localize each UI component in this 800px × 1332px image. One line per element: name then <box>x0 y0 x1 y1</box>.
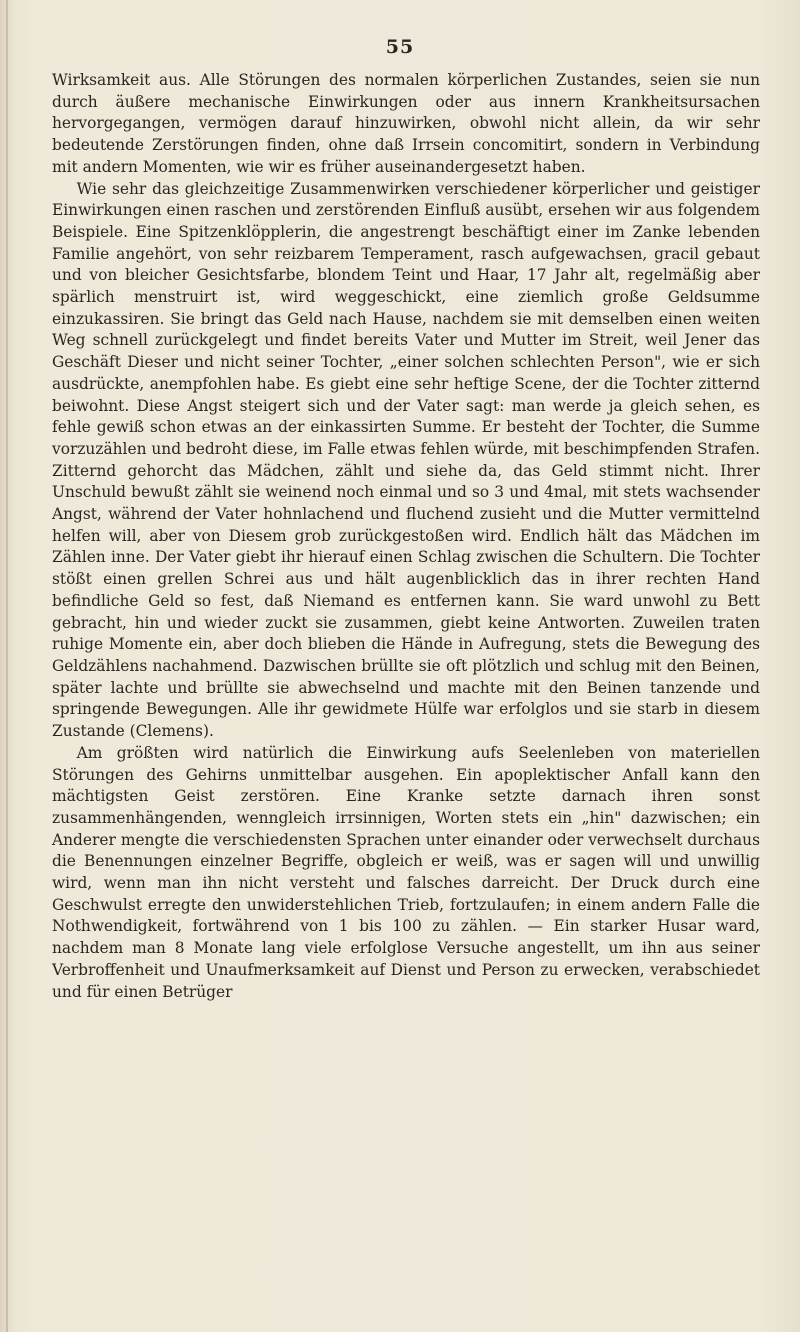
paragraph: Am größten wird natürlich die Einwirkung aufs Seelenleben von materiellen Störungen des Gehirns unmittelbar ausgehen. Ein apoplektischer Anfall kann den mächtigsten Geist zerstören. Eine Kranke setzte darnach ihren sonst zusammenhängenden, wenngleich irrsinnigen, Worten stets ein „hin" dazwischen; ein Anderer mengte die verschiedensten Sprachen unter einander oder verwechselt durchaus die Benennungen einzelner Begriffe, obgleich er weiß, was er sagen will und unwillig wird, wenn man ihn nicht versteht und falsches darreicht. Der Druck durch eine Geschwulst erregte den unwiderstehlichen Trieb, fortzulaufen; in einem andern Falle die Nothwendigkeit, fortwährend von 1 bis 100 zu zählen. — Ein starker Husar ward, nachdem man 8 Monate lang viele erfolglose Versuche angestellt, um ihn aus seiner Verbroffenheit und Unaufmerksamkeit auf Dienst und Person zu erwecken, verabschiedet und für einen Betrüger <box>52 743 760 1001</box>
paragraph: Wie sehr das gleichzeitige Zusammenwirken verschiedener körperlicher und geistiger Einwirkungen einen raschen und zerstörenden Einfluß ausübt, ersehen wir aus folgendem Beispiele. Eine Spitzenklöpplerin, die angestrengt beschäftigt einer im Zanke lebenden Familie angehört, von sehr reizbarem Temperament, rasch aufgewachsen, gracil gebaut und von bleicher Gesichtsfarbe, blondem Teint und Haar, 17 Jahr alt, regelmäßig aber spärlich menstruirt ist, wird weggeschickt, eine ziemlich große Geldsumme einzukassiren. Sie bringt das Geld nach Hause, nachdem sie mit demselben einen weiten Weg schnell zurückgelegt und findet bereits Vater und Mutter im Streit, weil Jener das Geschäft Dieser und nicht seiner Tochter, „einer solchen schlechten Person", wie er sich ausdrückte, anempfohlen habe. Es giebt eine sehr heftige Scene, der die Tochter zitternd beiwohnt. Diese Angst steigert sich und der Vater sagt: man werde ja gleich sehen, es fehle gewiß schon etwas an der einkassirten Summe. Er besteht der Tochter, die Summe vorzuzählen und bedroht diese, im Falle etwas fehlen würde, mit beschimpfenden Strafen. Zitternd gehorcht das Mädchen, zählt und siehe da, das Geld stimmt nicht. Ihrer Unschuld bewußt zählt sie weinend noch einmal und so 3 und 4mal, mit stets wachsender Angst, während der Vater hohnlachend und fluchend zusieht und die Mutter vermittelnd helfen will, aber von Diesem grob zurückgestoßen wird. Endlich hält das Mädchen im Zählen inne. Der Vater giebt ihr hierauf einen Schlag zwischen die Schultern. Die Tochter stößt einen grellen Schrei aus und hält augenblicklich das in ihrer rechten Hand befindliche Geld so fest, daß Niemand es entfernen kann. Sie ward unwohl zu Bett gebracht, hin und wieder zuckt sie zusammen, giebt keine Antworten. Zuweilen traten ruhige Momente ein, aber doch blieben die Hände in Aufregung, stets die Bewegung des Geldzählens nachahmend. Dazwischen brüllte sie oft plötzlich und schlug mit den Beinen, später lachte und brüllte sie abwechselnd und machte mit den Beinen tanzende und springende Bewegungen. Alle ihr gewidmete Hülfe war erfolglos und sie starb in diesem Zustande (Clemens). <box>52 179 760 741</box>
binding-gutter <box>6 0 8 1332</box>
page-number: 55 <box>385 36 415 58</box>
body-text <box>52 70 760 1003</box>
paragraph: Wirksamkeit aus. Alle Störungen des normalen körperlichen Zustandes, seien sie nun durch äußere mechanische Einwirkungen oder aus innern Krankheitsursachen hervorgegangen, vermögen darauf hinzuwirken, obwohl nicht allein, da wir sehr bedeutende Zerstörungen finden, ohne daß Irrsein concomitirt, sondern in Verbindung mit andern Momenten, wie wir es früher auseinandergesetzt haben. <box>52 71 760 176</box>
